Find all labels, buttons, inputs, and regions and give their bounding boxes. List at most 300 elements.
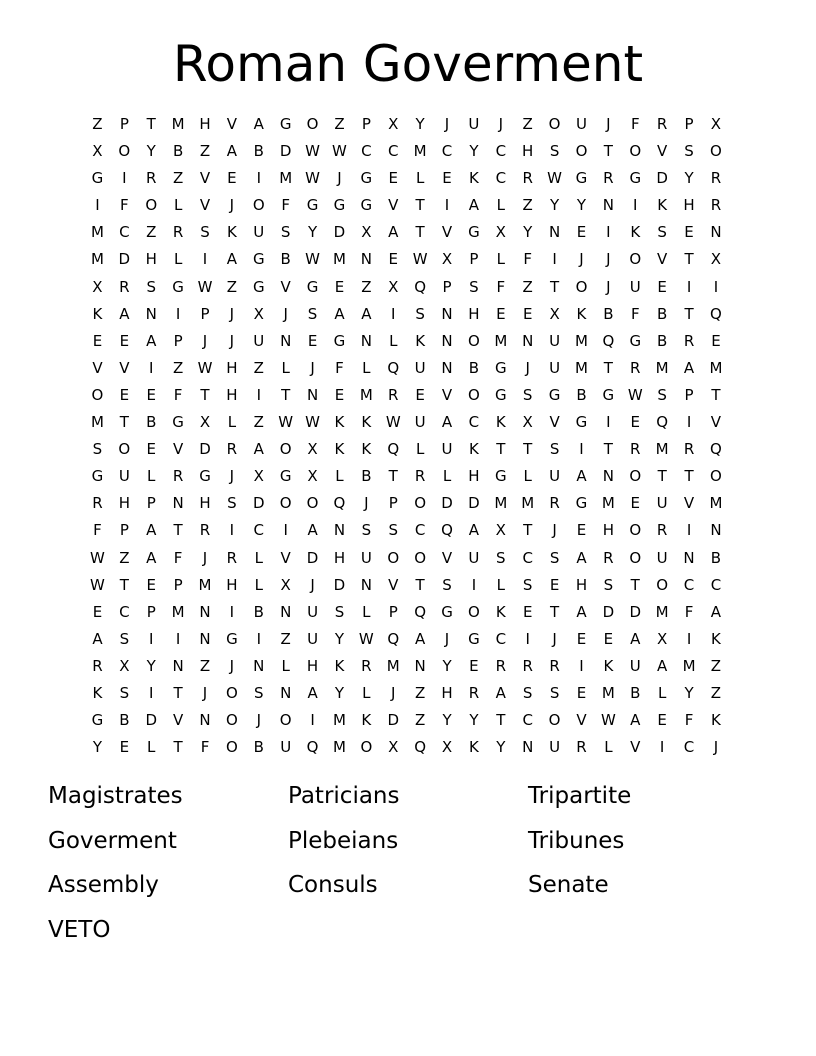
grid-letter: M [413, 142, 427, 161]
grid-letter: T [684, 250, 694, 269]
grid-letter: L [254, 575, 263, 594]
grid-letter: I [525, 629, 530, 648]
grid-letter: R [683, 331, 695, 350]
word-list-item: Tripartite [528, 783, 632, 809]
grid-letter: I [175, 629, 181, 648]
grid-letter: S [522, 385, 533, 404]
grid-letter: O [548, 711, 561, 730]
grid-letter: J [606, 250, 611, 269]
grid-letter: U [629, 656, 641, 675]
grid-letter: W [278, 413, 294, 432]
grid-letter: N [280, 331, 292, 350]
grid-letter: S [549, 683, 560, 702]
grid-letter: R [172, 223, 184, 242]
grid-letter: N [360, 250, 372, 269]
grid-letter: F [630, 304, 640, 323]
grid-letter: O [629, 548, 642, 567]
grid-letter: Y [334, 629, 345, 648]
grid-letter: X [710, 250, 722, 269]
grid-letter: N [145, 304, 157, 323]
grid-letter: D [118, 250, 131, 269]
grid-letter: J [229, 304, 235, 323]
grid-letter: D [199, 440, 211, 459]
grid-letter: V [576, 711, 587, 730]
grid-letter: N [602, 467, 614, 486]
grid-letter: S [415, 304, 425, 323]
grid-letter: L [362, 683, 371, 702]
grid-letter: Y [442, 656, 452, 675]
grid-letter: M [521, 494, 535, 513]
grid-letter: H [522, 142, 534, 161]
grid-letter: A [334, 304, 345, 323]
word-list-item: Senate [528, 872, 609, 899]
grid-letter: X [253, 304, 264, 323]
grid-letter: L [442, 467, 452, 486]
grid-letter: T [415, 223, 425, 242]
grid-letter: R [710, 169, 722, 188]
grid-letter: N [253, 656, 265, 675]
grid-letter: M [198, 575, 212, 594]
grid-letter: T [684, 304, 694, 323]
grid-letter: X [280, 575, 291, 594]
grid-letter: J [444, 115, 450, 133]
grid-letter: W [358, 629, 374, 648]
grid-letter: C [468, 413, 480, 432]
grid-letter: G [333, 331, 346, 350]
grid-letter: D [387, 711, 400, 730]
grid-letter: W [305, 413, 320, 432]
grid-letter: E [146, 385, 156, 404]
grid-letter: O [468, 602, 480, 621]
grid-letter: K [334, 440, 345, 459]
grid-letter: O [468, 331, 480, 350]
grid-letter: S [334, 602, 345, 621]
grid-letter: R [576, 738, 587, 757]
grid-letter: G [494, 358, 507, 377]
grid-letter: B [710, 548, 722, 567]
grid-letter: Z [146, 223, 157, 242]
grid-letter: B [253, 738, 264, 757]
grid-letter: G [575, 494, 588, 513]
grid-letter: A [495, 683, 506, 702]
grid-letter: E [576, 629, 587, 648]
grid-letter: T [684, 467, 694, 486]
grid-letter: N [522, 331, 534, 350]
grid-letter: T [496, 440, 506, 459]
grid-letter: I [175, 304, 181, 323]
grid-letter: X [388, 738, 399, 757]
grid-letter: D [629, 602, 642, 621]
grid-letter: U [656, 494, 668, 513]
grid-letter: G [91, 467, 104, 486]
grid-letter: O [575, 277, 588, 296]
grid-letter: N [683, 548, 695, 567]
grid-letter: W [197, 358, 213, 377]
grid-letter: F [684, 602, 694, 621]
grid-letter: Z [414, 683, 426, 702]
grid-letter: Q [333, 494, 346, 513]
grid-letter: Y [334, 683, 345, 702]
grid-letter: C [522, 711, 533, 730]
grid-letter: G [91, 169, 104, 188]
grid-letter: K [334, 656, 345, 675]
grid-letter: I [256, 169, 261, 188]
grid-letter: N [172, 494, 184, 513]
grid-letter: E [307, 331, 318, 350]
grid-letter: V [226, 115, 238, 133]
grid-letter: C [119, 223, 130, 242]
grid-letter: I [149, 629, 154, 648]
grid-letter: O [118, 440, 131, 459]
grid-letter: G [629, 331, 642, 350]
grid-letter: Y [146, 142, 156, 161]
grid-letter: L [335, 467, 344, 486]
grid-letter: D [333, 223, 346, 242]
grid-letter: C [710, 575, 722, 594]
grid-letter: J [713, 738, 719, 757]
grid-letter: X [119, 656, 130, 675]
grid-letter: E [657, 711, 667, 730]
grid-letter: L [496, 575, 505, 594]
grid-letter: Z [92, 115, 103, 133]
grid-letter: I [229, 602, 235, 621]
grid-letter: A [361, 304, 372, 323]
grid-letter: T [603, 358, 613, 377]
grid-letter: J [229, 196, 235, 215]
grid-letter: J [606, 115, 611, 133]
grid-letter: U [253, 223, 265, 242]
grid-letter: A [226, 250, 238, 269]
grid-letter: Y [684, 169, 694, 188]
grid-letter: E [227, 169, 237, 188]
grid-letter: J [202, 331, 208, 350]
grid-letter: I [579, 440, 584, 459]
grid-letter: S [657, 223, 667, 242]
grid-letter: Q [602, 331, 615, 350]
grid-letter: S [254, 683, 264, 702]
grid-letter: R [656, 521, 668, 540]
grid-letter: S [119, 683, 130, 702]
grid-letter: I [444, 196, 450, 215]
grid-letter: E [522, 602, 533, 621]
grid-letter: A [415, 629, 426, 648]
grid-letter: Y [550, 196, 560, 215]
grid-letter: J [525, 358, 530, 377]
grid-letter: E [549, 575, 560, 594]
grid-letter: E [496, 304, 506, 323]
grid-letter: S [657, 385, 667, 404]
grid-letter: Z [522, 277, 533, 296]
grid-letter: N [414, 656, 426, 675]
grid-letter: R [710, 196, 722, 215]
grid-letter: T [603, 440, 613, 459]
grid-letter: H [145, 250, 157, 269]
grid-letter: I [552, 250, 557, 269]
grid-letter: C [495, 142, 507, 161]
grid-letter: Q [387, 440, 400, 459]
grid-letter: J [229, 467, 235, 486]
grid-letter: E [119, 738, 130, 757]
grid-letter: B [576, 385, 587, 404]
grid-letter: R [388, 385, 399, 404]
word-list-item: Plebeians [288, 827, 399, 854]
grid-letter: L [227, 413, 237, 432]
grid-letter: N [522, 738, 534, 757]
grid-letter: H [468, 304, 480, 323]
grid-letter: O [656, 575, 669, 594]
grid-letter: I [606, 413, 611, 432]
grid-letter: S [92, 440, 103, 459]
grid-letter: Q [414, 277, 427, 296]
grid-letter: F [630, 115, 640, 133]
grid-letter: M [709, 358, 723, 377]
grid-letter: A [253, 115, 264, 133]
grid-letter: N [306, 385, 319, 404]
grid-letter: H [199, 115, 211, 133]
grid-letter: W [305, 250, 320, 269]
grid-letter: N [333, 521, 346, 540]
grid-letter: K [361, 440, 372, 459]
grid-letter: O [468, 385, 480, 404]
grid-letter: V [388, 196, 399, 215]
grid-letter: I [283, 521, 288, 540]
grid-letter: Y [576, 196, 587, 215]
grid-letter: L [496, 250, 505, 269]
grid-letter: E [603, 629, 614, 648]
grid-letter: R [92, 656, 103, 675]
grid-letter: N [441, 304, 453, 323]
grid-letter: N [199, 629, 211, 648]
grid-letter: C [683, 738, 695, 757]
grid-letter: U [414, 413, 426, 432]
grid-letter: M [494, 494, 508, 513]
grid-letter: U [414, 358, 426, 377]
grid-letter: V [630, 738, 641, 757]
grid-letter: M [90, 223, 104, 242]
grid-letter: T [523, 521, 533, 540]
grid-letter: T [281, 385, 291, 404]
grid-letter: W [412, 250, 428, 269]
grid-letter: V [657, 142, 668, 161]
grid-letter: S [549, 548, 560, 567]
grid-letter: I [471, 575, 477, 594]
grid-letter: F [173, 548, 183, 567]
grid-letter: G [468, 629, 480, 648]
grid-letter: A [388, 223, 399, 242]
grid-letter: I [256, 385, 261, 404]
grid-letter: I [122, 169, 127, 188]
grid-letter: P [173, 331, 183, 350]
grid-letter: X [710, 115, 722, 133]
grid-letter: E [711, 331, 721, 350]
grid-letter: N [441, 331, 453, 350]
grid-letter: S [603, 575, 614, 594]
grid-letter: Y [469, 142, 479, 161]
grid-letter: I [606, 223, 611, 242]
grid-letter: X [441, 738, 453, 757]
grid-letter: W [197, 277, 213, 296]
grid-letter: F [496, 277, 506, 296]
grid-letter: F [200, 738, 210, 757]
grid-letter: M [494, 331, 508, 350]
grid-letter: X [522, 413, 533, 432]
grid-letter: W [90, 548, 105, 567]
grid-letter: S [200, 223, 210, 242]
grid-letter: L [362, 358, 371, 377]
grid-letter: G [226, 629, 238, 648]
grid-letter: L [281, 358, 290, 377]
grid-letter: L [173, 250, 183, 269]
grid-letter: Q [414, 738, 427, 757]
grid-letter: G [306, 277, 319, 296]
grid-letter: D [333, 575, 346, 594]
grid-letter: T [173, 521, 183, 540]
grid-letter: R [226, 440, 238, 459]
grid-letter: C [441, 142, 453, 161]
grid-letter: M [601, 683, 615, 702]
grid-letter: A [146, 521, 157, 540]
grid-letter: T [146, 115, 156, 133]
grid-letter: V [119, 358, 130, 377]
grid-letter: B [361, 467, 372, 486]
grid-letter: T [630, 575, 640, 594]
grid-letter: P [146, 602, 156, 621]
grid-letter: Z [253, 413, 264, 432]
grid-letter: G [468, 223, 480, 242]
grid-letter: U [549, 467, 561, 486]
grid-letter: U [549, 331, 561, 350]
grid-letter: G [494, 385, 507, 404]
grid-letter: I [713, 277, 719, 296]
grid-letter: U [575, 115, 587, 133]
grid-letter: S [442, 575, 452, 594]
grid-letter: K [603, 656, 614, 675]
grid-letter: M [332, 711, 346, 730]
grid-letter: E [146, 575, 156, 594]
grid-letter: P [146, 494, 156, 513]
grid-letter: E [576, 521, 587, 540]
grid-letter: U [549, 738, 561, 757]
grid-letter: T [388, 467, 398, 486]
grid-letter: G [306, 196, 319, 215]
page-title: Roman Goverment [172, 35, 644, 93]
grid-letter: Q [710, 304, 722, 323]
grid-letter: K [468, 738, 479, 757]
grid-letter: S [684, 142, 694, 161]
grid-letter: G [360, 169, 373, 188]
grid-letter: N [280, 683, 292, 702]
grid-letter: H [118, 494, 130, 513]
grid-letter: H [226, 575, 238, 594]
grid-letter: G [279, 115, 292, 133]
grid-letter: K [576, 304, 587, 323]
grid-letter: X [495, 223, 506, 242]
grid-letter: T [550, 277, 560, 296]
grid-letter: I [686, 629, 692, 648]
grid-letter: G [172, 277, 184, 296]
grid-letter: B [280, 250, 291, 269]
grid-letter: G [602, 385, 615, 404]
grid-letter: O [145, 196, 158, 215]
grid-letter: R [119, 277, 130, 296]
grid-letter: A [468, 196, 480, 215]
grid-letter: Q [656, 413, 669, 432]
grid-letter: T [496, 711, 506, 730]
grid-letter: G [252, 250, 265, 269]
grid-letter: J [229, 656, 235, 675]
grid-letter: P [119, 521, 129, 540]
grid-letter: V [710, 413, 722, 432]
grid-letter: W [305, 142, 320, 161]
grid-letter: V [441, 548, 453, 567]
grid-letter: K [495, 602, 506, 621]
grid-letter: S [496, 548, 506, 567]
grid-letter: V [441, 385, 453, 404]
grid-letter: A [226, 142, 238, 161]
grid-letter: L [523, 467, 532, 486]
grid-letter: K [361, 711, 372, 730]
grid-letter: P [388, 602, 398, 621]
grid-letter: I [686, 277, 692, 296]
grid-letter: K [334, 413, 345, 432]
grid-letter: Q [387, 358, 400, 377]
grid-letter: O [629, 142, 642, 161]
grid-letter: J [229, 331, 235, 350]
grid-letter: L [415, 440, 425, 459]
grid-letter: E [576, 683, 587, 702]
grid-letter: R [522, 656, 533, 675]
grid-letter: G [575, 413, 588, 432]
grid-letter: L [173, 196, 183, 215]
grid-letter: B [468, 358, 480, 377]
grid-letter: R [549, 494, 560, 513]
grid-letter: S [146, 277, 156, 296]
grid-letter: G [91, 711, 104, 730]
grid-letter: J [202, 548, 208, 567]
grid-letter: L [254, 548, 263, 567]
grid-letter: V [172, 711, 184, 730]
grid-letter: E [442, 169, 452, 188]
grid-letter: S [361, 521, 372, 540]
grid-letter: O [629, 521, 642, 540]
grid-letter: P [200, 304, 210, 323]
word-list-item: Consuls [288, 872, 378, 899]
grid-letter: A [119, 304, 130, 323]
grid-letter: X [549, 304, 560, 323]
grid-letter: Y [415, 115, 425, 133]
grid-letter: R [656, 115, 668, 133]
grid-letter: C [683, 575, 695, 594]
grid-letter: W [600, 711, 616, 730]
grid-letter: R [603, 169, 614, 188]
grid-letter: E [576, 223, 587, 242]
grid-letter: X [199, 413, 211, 432]
word-list-item: Goverment [48, 827, 177, 854]
grid-letter: O [629, 467, 642, 486]
grid-letter: V [199, 169, 211, 188]
grid-letter: G [172, 413, 184, 432]
grid-letter: O [387, 548, 400, 567]
grid-letter: K [711, 629, 721, 648]
grid-letter: O [414, 548, 427, 567]
grid-letter: B [253, 142, 264, 161]
grid-letter: N [199, 711, 211, 730]
grid-letter: J [256, 711, 261, 730]
grid-letter: K [468, 440, 479, 459]
grid-letter: S [119, 629, 130, 648]
grid-letter: B [119, 711, 130, 730]
grid-letter: X [495, 521, 506, 540]
